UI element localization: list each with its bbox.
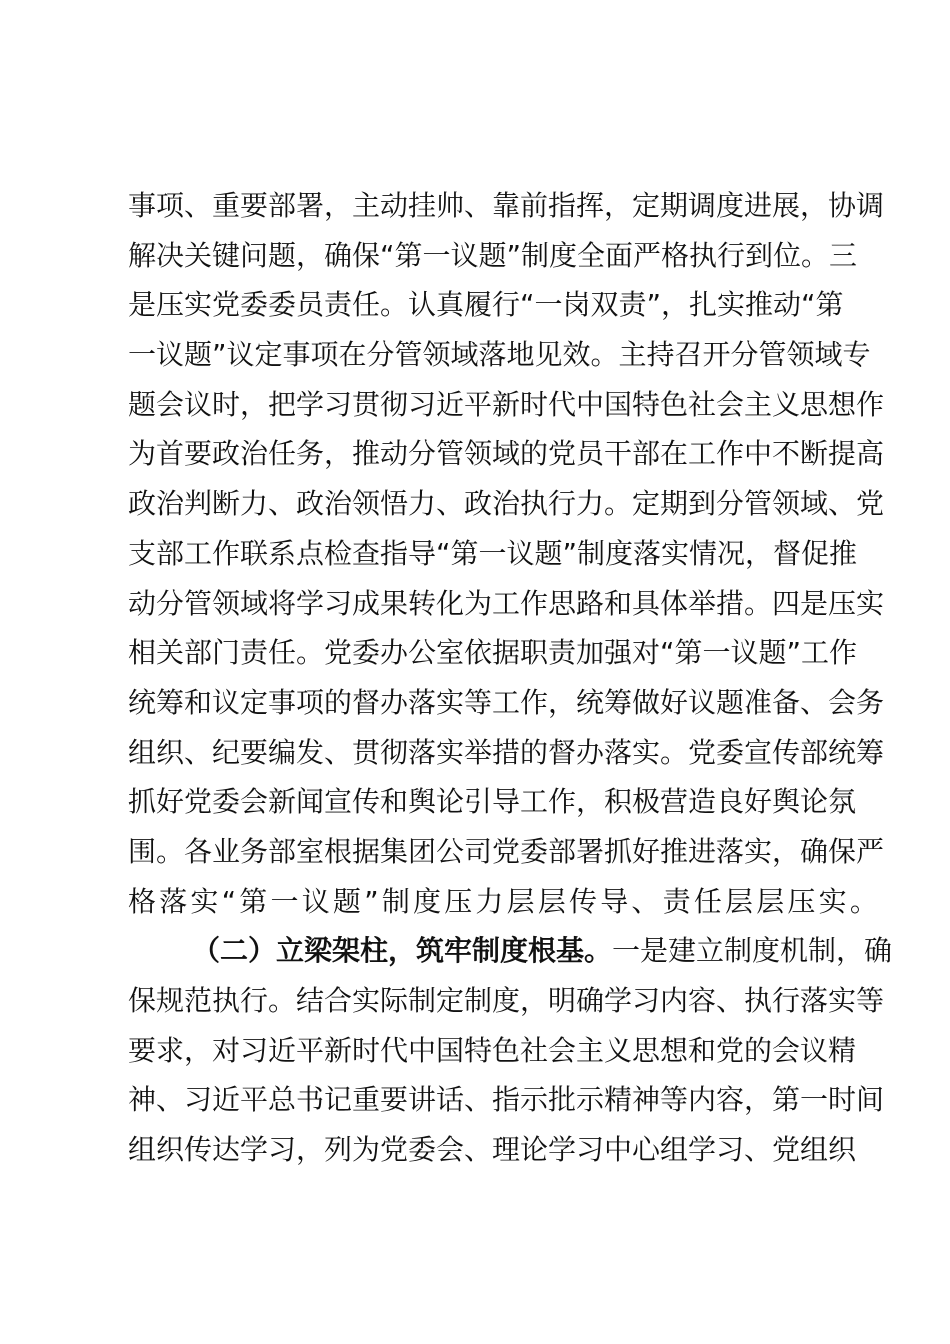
paragraph-institution-building: [128, 926, 893, 1174]
text-line: 解决关键问题，确保“第一议题”制度全面严格执行到位。三: [128, 238, 858, 272]
text-line: 组织、纪要编发、贯彻落实举措的督办落实。党委宣传部统筹: [128, 735, 885, 769]
heading-continuation: 一是建立制度机制，确: [612, 934, 893, 968]
text-line: 一议题”议定事项在分管领域落地见效。主持召开分管领域专: [128, 338, 871, 372]
text-line: 抓好党委会新闻宣传和舆论引导工作，积极营造良好舆论氛: [128, 785, 857, 819]
text-line: 题会议时，把学习贯彻习近平新时代中国特色社会主义思想作: [128, 387, 885, 421]
text-line: 神、习近平总书记重要讲话、指示批示精神等内容，第一时间: [128, 1083, 885, 1117]
text-line: 相关部门责任。党委办公室依据职责加强对“第一议题”工作: [128, 636, 858, 670]
text-line: 事项、重要部署，主动挂帅、靠前指挥，定期调度进展，协调: [128, 189, 885, 222]
section-heading: （二）立梁架柱，筑牢制度根基。: [192, 934, 613, 968]
text-line: 为首要政治任务，推动分管领域的党员干部在工作中不断提高: [128, 437, 885, 471]
paragraph-responsibilities: [128, 181, 885, 926]
text-line: 保规范执行。结合实际制定制度，明确学习内容、执行落实等: [128, 984, 885, 1017]
text-line: 支部工作联系点检查指导“第一议题”制度落实情况，督促推: [128, 536, 858, 570]
text-line: 组织传达学习，列为党委会、理论学习中心组学习、党组织: [128, 1133, 857, 1167]
text-line: 动分管领域将学习成果转化为工作思路和具体举措。四是压实: [128, 586, 885, 620]
text-line: 统筹和议定事项的督办落实等工作，统筹做好议题准备、会务: [128, 685, 885, 719]
text-line: 政治判断力、政治领悟力、政治执行力。定期到分管领域、党: [128, 487, 885, 521]
text-line: 格落实“第一议题”制度压力层层传导、责任层层压实。: [128, 884, 882, 918]
text-line: 围。各业务部室根据集团公司党委部署抓好推进落实，确保严: [128, 834, 885, 868]
text-line: 要求，对习近平新时代中国特色社会主义思想和党的会议精: [128, 1033, 857, 1067]
document-body: [128, 181, 893, 1175]
text-line: 是压实党委委员责任。认真履行“一岗双责”，扎实推动“第: [128, 288, 844, 322]
text-line-first: [128, 926, 893, 976]
